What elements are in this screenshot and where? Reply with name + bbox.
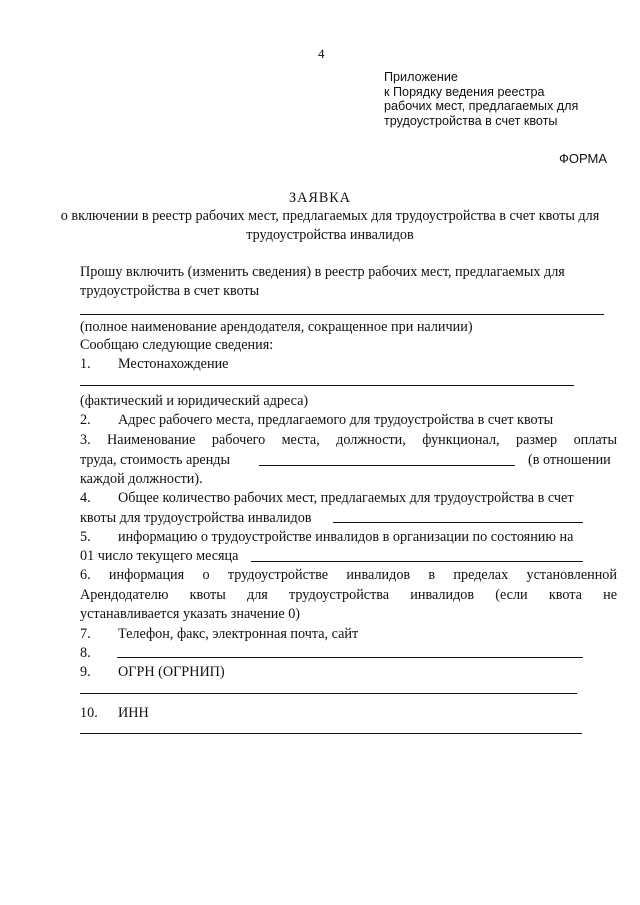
item-9-number: 9.	[80, 664, 91, 680]
item-3-word-6: размер	[515, 432, 558, 448]
item-5-line-2: 01 число текущего месяца	[80, 548, 239, 564]
item-4-line-2: квоты для трудоустройства инвалидов	[80, 510, 312, 526]
appendix-line-3: рабочих мест, предлагаемых для	[384, 99, 579, 113]
item-6-w14: квота	[548, 587, 582, 603]
item-9-label: ОГРН (ОГРНИП)	[118, 664, 225, 680]
item-3-line-3: каждой должности).	[80, 471, 203, 487]
item-1-number: 1.	[80, 356, 91, 372]
item-6-line-1	[80, 566, 617, 584]
item-2	[80, 411, 553, 429]
item-3-line-2b: (в отношении	[528, 452, 611, 468]
applicant-name-hint: (полное наименование арендодателя, сокращенное при наличии)	[80, 319, 473, 335]
page-number: 4	[318, 46, 325, 61]
item-7	[80, 625, 358, 643]
job-count-field[interactable]	[333, 522, 583, 523]
item-3-line-1	[80, 431, 617, 449]
applicant-name-field[interactable]	[80, 314, 604, 315]
item-3-word-7: оплаты	[573, 432, 617, 448]
item-6-w15: не	[603, 587, 617, 603]
intro-text: Сообщаю следующие сведения:	[80, 337, 274, 353]
item-6-line-2	[80, 586, 617, 604]
item-7-number: 7.	[80, 626, 91, 642]
rental-cost-field[interactable]	[259, 465, 515, 466]
appendix-line-2: к Порядку ведения реестра	[384, 84, 545, 99]
item-3-word-1: Наименование	[107, 432, 196, 448]
location-hint: (фактический и юридический адреса)	[80, 393, 309, 409]
form-label: ФОРМА	[559, 151, 608, 166]
item-6-w5: в	[428, 567, 436, 583]
request-line-1: Прошу включить (изменить сведения) в реестр рабочих мест, предлагаемых для	[80, 264, 565, 280]
item-3-word-4: должности,	[336, 432, 406, 448]
item-6-w8: Арендодателю	[80, 587, 169, 603]
item-3-number: 3.	[80, 432, 91, 448]
request-line-2: трудоустройства в счет квоты	[80, 283, 260, 299]
item-4-line-1	[80, 489, 574, 507]
location-field[interactable]	[80, 385, 574, 386]
item-6-w12: инвалидов	[410, 587, 475, 603]
ogrn-field[interactable]	[80, 693, 577, 694]
item-6-w13: (если	[495, 587, 528, 603]
item-6-w10: для	[246, 587, 268, 603]
inn-field[interactable]	[80, 733, 582, 734]
item-4-text-1: Общее количество рабочих мест, предлагаемых для трудоустройства в счет	[118, 490, 574, 506]
item-6-w4: инвалидов	[346, 567, 411, 583]
item-2-number: 2.	[80, 412, 91, 428]
item-10	[80, 704, 149, 722]
item-10-number: 10.	[80, 705, 98, 721]
item-6-number: 6.	[80, 567, 91, 583]
item-6-line-3: устанавливается указать значение 0)	[80, 606, 301, 622]
appendix-header	[384, 70, 578, 128]
item-8-number: 8.	[80, 645, 91, 661]
item-3-word-5: функционал,	[422, 432, 500, 448]
item-3-word-2: рабочего	[211, 432, 266, 448]
item-6-w2: о	[202, 567, 210, 583]
item-6-w7: установленной	[526, 567, 617, 583]
item-6-w6: пределах	[453, 567, 509, 583]
item-4-number: 4.	[80, 490, 91, 506]
item-6-w9: квоты	[189, 587, 226, 603]
contacts-field[interactable]	[117, 657, 583, 658]
document-title: ЗАЯВКА	[289, 190, 351, 206]
item-6-w3: трудоустройстве	[227, 567, 329, 583]
item-1	[80, 355, 228, 373]
item-2-label: Адрес рабочего места, предлагаемого для трудоустройства в счет квоты	[118, 412, 554, 428]
item-10-label: ИНН	[118, 705, 149, 721]
appendix-line-4: трудоустройства в счет квоты	[384, 113, 558, 128]
item-5-number: 5.	[80, 529, 91, 545]
document-subtitle: о включении в реестр рабочих мест, предлагаемых для трудоустройства в счет квоты для трудоустройства инвалидов	[60, 208, 600, 243]
item-6-w1: информация	[108, 567, 185, 583]
item-5-text-1: информацию о трудоустройстве инвалидов в организации по состоянию на	[118, 529, 574, 545]
item-7-label: Телефон, факс, электронная почта, сайт	[118, 626, 359, 642]
item-9	[80, 663, 225, 681]
item-1-label: Местонахождение	[118, 356, 229, 372]
item-3-word-3: места,	[281, 432, 320, 448]
item-3-line-2a: труда, стоимость аренды	[80, 452, 231, 468]
appendix-line-1: Приложение	[384, 70, 458, 84]
item-5-line-1	[80, 528, 573, 546]
item-6-w11: трудоустройства	[289, 587, 390, 603]
employment-info-field[interactable]	[251, 561, 583, 562]
